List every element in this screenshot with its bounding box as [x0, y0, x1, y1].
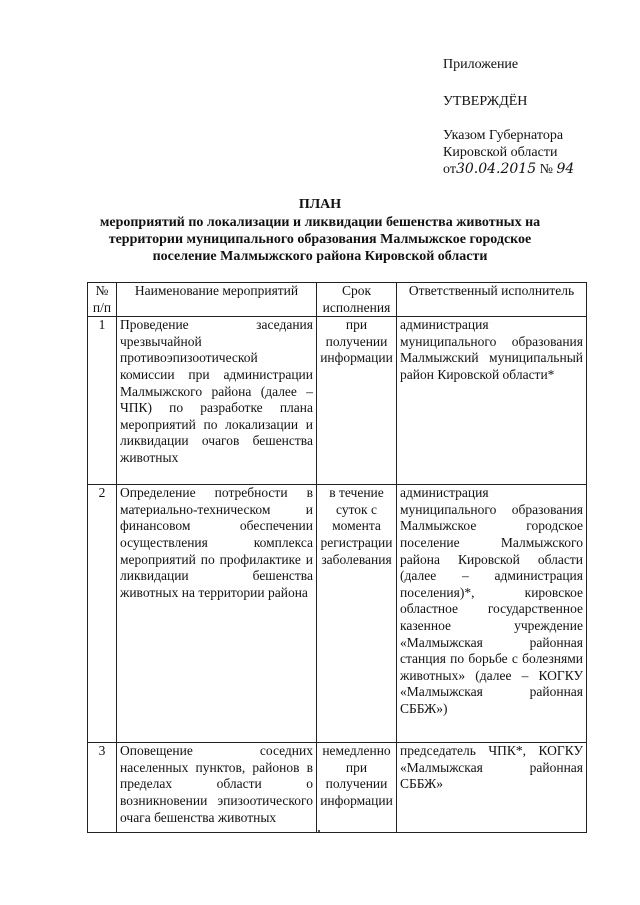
- header-name: Наименование мероприятий: [117, 283, 317, 317]
- row-term: немедленно при получении информации: [317, 743, 397, 833]
- decree-line-1: Указом Губернатора: [443, 128, 564, 143]
- date-prefix: от: [443, 162, 456, 177]
- row-num: 2: [88, 485, 117, 743]
- row-responsible: председатель ЧПК*, КОГКУ «Малмыжская районная СББЖ»: [397, 743, 587, 833]
- appendix-label: Приложение: [443, 57, 519, 72]
- approval-block: [443, 56, 574, 178]
- plan-subtitle-line3: поселение Малмыжского района Кировской области: [152, 249, 488, 264]
- handwritten-number: 94: [556, 161, 575, 177]
- row-activity: Оповещение соседних населенных пунктов, районов в пределах области о возникновении эпизоотического очага бешенства животных: [117, 743, 317, 833]
- row-activity: Определение потребности в материально-техническом и финансовом обеспечении осуществления комплекса мероприятий по профилактике и ликвидации бешенства животных на территории района: [117, 485, 317, 743]
- header-resp: Ответственный исполнитель: [397, 283, 587, 317]
- row-responsible: администрация муниципального образования Малмыжское городское поселение Малмыжского района Кировской области (далее – администрация поселения)*, кировское областное государственное казенное учреждение «Малмыжская районная станция по борьбе с болезнями животных» (далее – КОГКУ «Малмыжская районная СББЖ»): [397, 485, 587, 743]
- row-term: при получении информации: [317, 317, 397, 485]
- handwritten-date: 30.04.2015: [455, 161, 537, 177]
- plan-subtitle: [0, 214, 640, 265]
- row-responsible: администрация муниципального образования Малмыжский муниципальный район Кировской области*: [397, 317, 587, 485]
- plan-heading-text: ПЛАН: [298, 197, 342, 212]
- table-row: [88, 743, 587, 833]
- row-num: 3: [88, 743, 117, 833]
- table-header-row: [88, 283, 587, 317]
- plan-subtitle-line2: территории муниципального образования Малмыжское городское: [108, 232, 532, 247]
- decree-date-line: [443, 161, 574, 178]
- row-term: в течение суток с момента регистрации заболевания: [317, 485, 397, 743]
- row-activity: Проведение заседания чрезвычайной противоэпизоотической комиссии при администрации Малмыжского района (далее – ЧПК) по разработке плана мероприятий по локализации и ликвидации очагов бешенства животных: [117, 317, 317, 485]
- plan-subtitle-line1: мероприятий по локализации и ликвидации бешенства животных на: [99, 215, 541, 230]
- decree-line-2: Кировской области: [443, 145, 558, 160]
- row-num: 1: [88, 317, 117, 485]
- scan-dot: [318, 830, 320, 832]
- number-sign: №: [539, 162, 553, 177]
- plan-table: [87, 282, 587, 833]
- table-row: [88, 317, 587, 485]
- plan-heading: [0, 196, 640, 213]
- table-row: [88, 485, 587, 743]
- header-term: Срок исполнения: [317, 283, 397, 317]
- approved-label: УТВЕРЖДЁН: [443, 94, 528, 109]
- header-num: № п/п: [88, 283, 117, 317]
